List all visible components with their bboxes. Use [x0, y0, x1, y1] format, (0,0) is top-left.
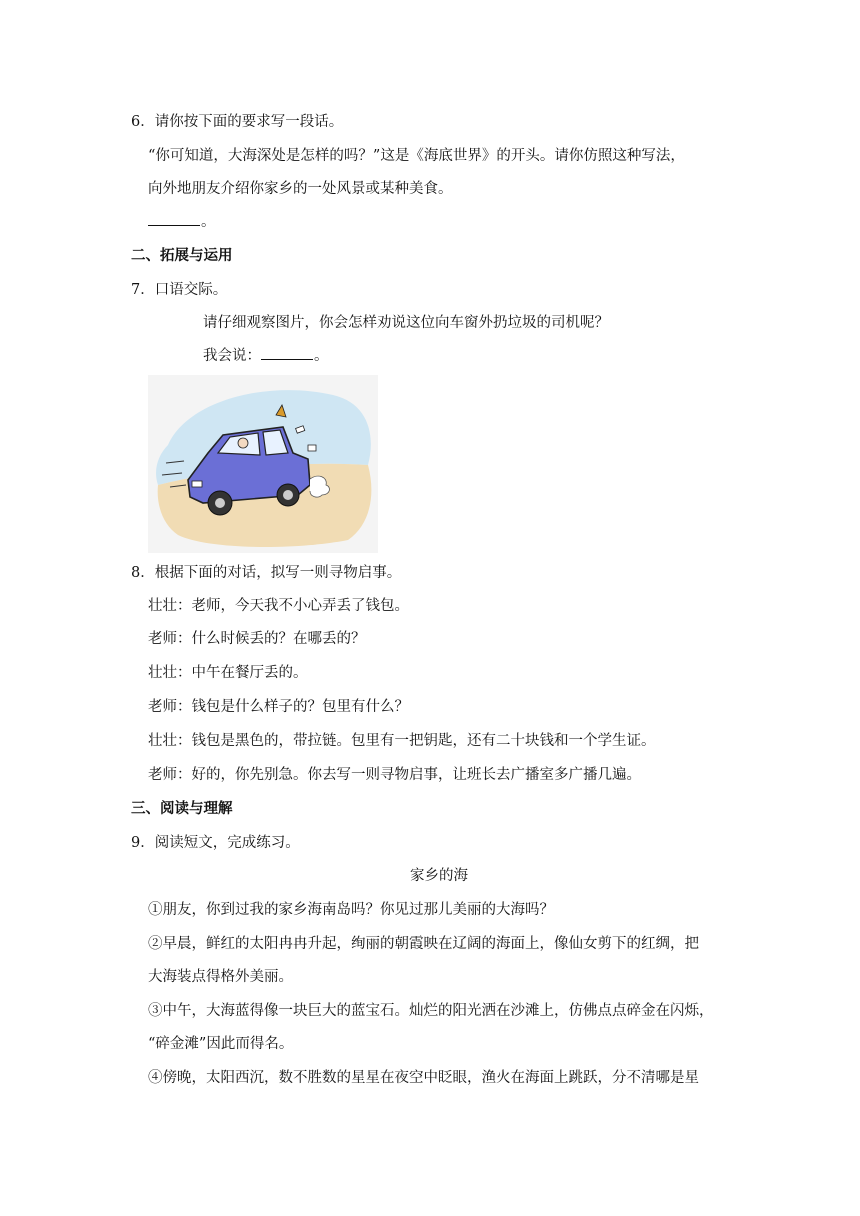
- passage-paragraph-2: ②早晨，鲜红的太阳冉冉升起，绚丽的朝霞映在辽阔的海面上，像仙女剪下的红绸，把: [148, 936, 699, 952]
- q8-dialogue-line: 老师：好的，你先别急。你去写一则寻物启事，让班长去广播室多广播几遍。: [148, 767, 641, 783]
- q7-answer: [203, 346, 329, 366]
- q8-title: 8．根据下面的对话，拟写一则寻物启事。: [131, 565, 402, 581]
- passage-paragraph-1: ①朋友，你到过我的家乡海南岛吗？你见过那儿美丽的大海吗？: [148, 902, 554, 918]
- q6-answer: [148, 212, 216, 232]
- passage-title: 家乡的海: [410, 868, 468, 884]
- q8-dialogue-line: 壮壮：钱包是黑色的，带拉链。包里有一把钥匙，还有二十块钱和一个学生证。: [148, 733, 656, 749]
- q6-line1: “你可知道，大海深处是怎样的吗？”这是《海底世界》的开头。请你仿照这种写法，: [148, 148, 685, 164]
- q8-dialogue-line: 壮壮：老师，今天我不小心弄丢了钱包。: [148, 598, 409, 614]
- q8-dialogue-line: 老师：钱包是什么样子的？包里有什么？: [148, 699, 409, 715]
- q8-dialogue-line: 壮壮：中午在餐厅丢的。: [148, 665, 308, 681]
- q7-answer-end: 。: [314, 348, 329, 364]
- passage-paragraph-2-cont: 大海装点得格外美丽。: [148, 969, 293, 985]
- q9-title: 9．阅读短文，完成练习。: [131, 835, 300, 851]
- q7-answer-prefix: 我会说：: [203, 348, 261, 364]
- q8-dialogue-line: 老师：什么时候丢的？在哪丢的？: [148, 631, 366, 647]
- q7-answer-blank[interactable]: [261, 347, 313, 360]
- q7-title: 7．口语交际。: [131, 282, 228, 298]
- q6-answer-end: 。: [201, 214, 216, 230]
- q6-title: 6．请你按下面的要求写一段话。: [131, 114, 344, 130]
- q6-answer-blank[interactable]: [148, 213, 200, 226]
- section3-heading: 三、阅读与理解: [131, 800, 233, 817]
- section2-heading: 二、拓展与运用: [131, 247, 233, 264]
- car-littering-illustration: [148, 375, 378, 553]
- q6-line2: 向外地朋友介绍你家乡的一处风景或某种美食。: [148, 181, 453, 197]
- passage-paragraph-4: ④傍晚，太阳西沉，数不胜数的星星在夜空中眨眼，渔火在海面上跳跃，分不清哪是星: [148, 1070, 699, 1086]
- passage-paragraph-3-cont: “碎金滩”因此而得名。: [148, 1036, 294, 1052]
- q7-prompt: 请仔细观察图片，你会怎样劝说这位向车窗外扔垃圾的司机呢？: [203, 315, 609, 331]
- passage-paragraph-3: ③中午，大海蓝得像一块巨大的蓝宝石。灿烂的阳光洒在沙滩上，仿佛点点碎金在闪烁，: [148, 1003, 714, 1019]
